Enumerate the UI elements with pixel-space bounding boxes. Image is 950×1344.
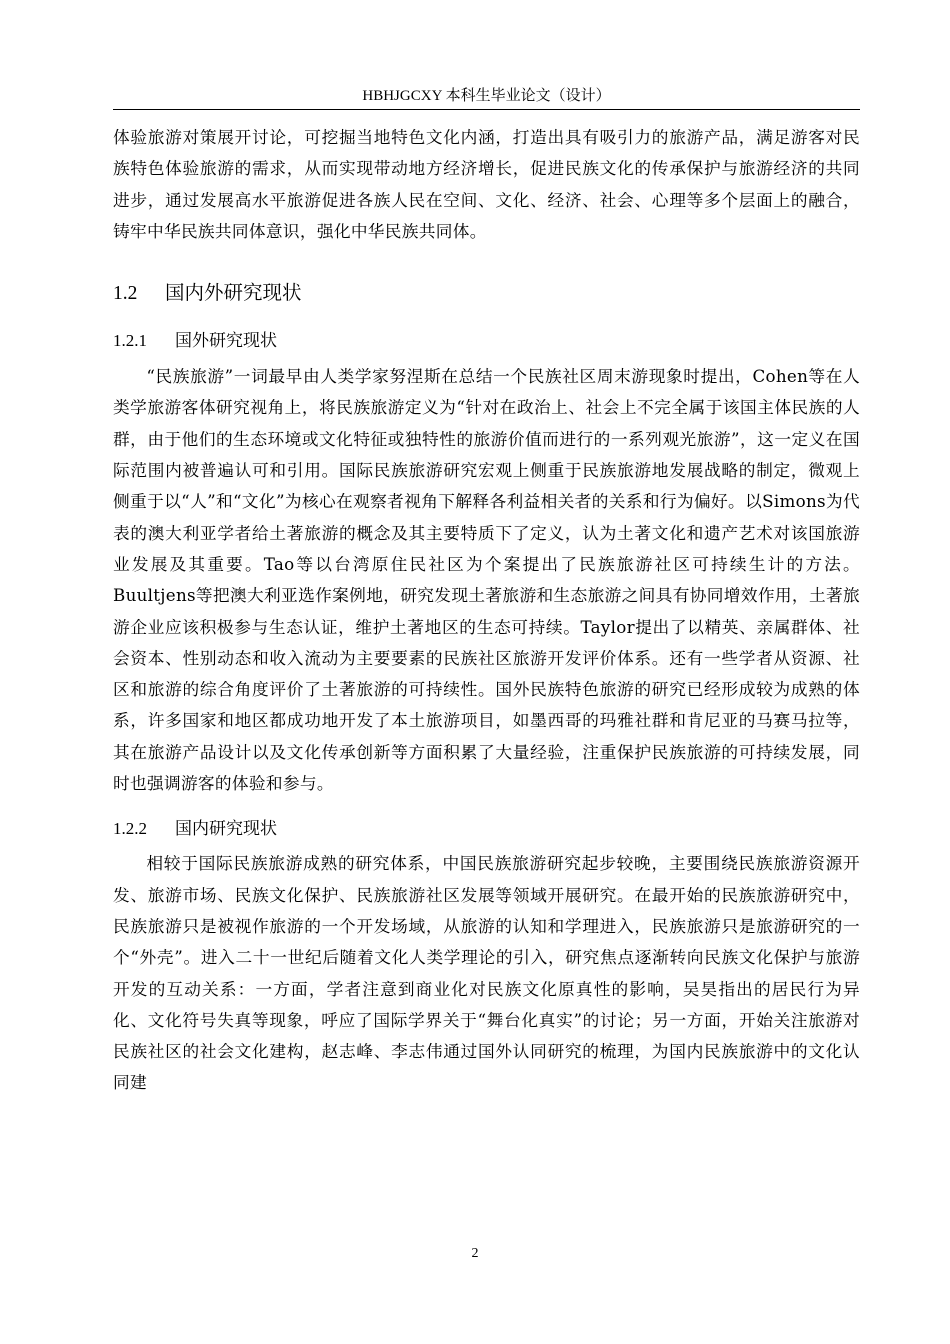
section-title: 国内外研究现状 (165, 281, 302, 305)
subsection-title: 国内研究现状 (175, 819, 277, 840)
page-body (113, 122, 860, 1099)
subsection-heading-1-2-1 (113, 329, 860, 353)
header-divider (113, 109, 860, 110)
foreign-research-paragraph: “民族旅游”一词最早由人类学家努涅斯在总结一个民族社区周末游现象时提出，Cohen等在人类学旅游客体研究视角上，将民族旅游定义为“针对在政治上、社会上不完全属于该国主体民族的人群，由于他们的生态环境或文化特征或独特性的旅游价值而进行的一系列观光旅游”，这一定义在国际范围内被普遍认可和引用。国际民族旅游研究宏观上侧重于民族旅游地发展战略的制定，微观上侧重于以“人”和“文化”为核心在观察者视角下解释各利益相关者的关系和行为偏好。以Simons为代表的澳大利亚学者给土著旅游的概念及其主要特质下了定义，认为土著文化和遗产艺术对该国旅游业发展及其重要。Tao等以台湾原住民社区为个案提出了民族旅游社区可持续生计的方法。Buultjens等把澳大利亚选作案例地，研究发现土著旅游和生态旅游之间具有协同增效作用，土著旅游企业应该积极参与生态认证，维护土著地区的生态可持续。Taylor提出了以精英、亲属群体、社会资本、性别动态和收入流动为主要要素的民族社区旅游开发评价体系。还有一些学者从资源、社区和旅游的综合角度评价了土著旅游的可持续性。国外民族特色旅游的研究已经形成较为成熟的体系，许多国家和地区都成功地开发了本土旅游项目，如墨西哥的玛雅社群和肯尼亚的马赛马拉等，其在旅游产品设计以及文化传承创新等方面积累了大量经验，注重保护民族旅游的可持续发展，同时也强调游客的体验和参与。 (113, 366, 860, 794)
subsection-number: 1.2.1 (113, 331, 147, 351)
running-header: HBHJGCXY 本科生毕业论文（设计） (362, 88, 611, 104)
section-heading-1-2 (113, 280, 860, 307)
subsection-number: 1.2.2 (113, 819, 147, 839)
domestic-research-paragraph: 相较于国际民族旅游成熟的研究体系，中国民族旅游研究起步较晚，主要围绕民族旅游资源开发、旅游市场、民族文化保护、民族旅游社区发展等领域开展研究。在最开始的民族旅游研究中，民族旅游只是被视作旅游的一个开发场域，从旅游的认知和学理进入，民族旅游只是旅游研究的一个“外壳”。进入二十一世纪后随着文化人类学理论的引入，研究焦点逐渐转向民族文化保护与旅游开发的互动关系：一方面，学者注意到商业化对民族文化原真性的影响，吴昊指出的居民行为异化、文化符号失真等现象，呼应了国际学界关于“舞台化真实”的讨论；另一方面，开始关注旅游对民族社区的社会文化建构，赵志峰、李志伟通过国外认同研究的梳理，为国内民族旅游中的文化认同建 (113, 853, 860, 1093)
page-number: 2 (471, 1246, 479, 1261)
subsection-title: 国外研究现状 (175, 331, 277, 352)
section-number: 1.2 (113, 283, 138, 305)
intro-paragraph: 体验旅游对策展开讨论，可挖掘当地特色文化内涵，打造出具有吸引力的旅游产品，满足游客对民族特色体验旅游的需求，从而实现带动地方经济增长，促进民族文化的传承保护与旅游经济的共同进步，通过发展高水平旅游促进各族人民在空间、文化、经济、社会、心理等多个层面上的融合，铸牢中华民族共同体意识，强化中华民族共同体。 (113, 127, 860, 241)
subsection-heading-1-2-2 (113, 817, 860, 841)
